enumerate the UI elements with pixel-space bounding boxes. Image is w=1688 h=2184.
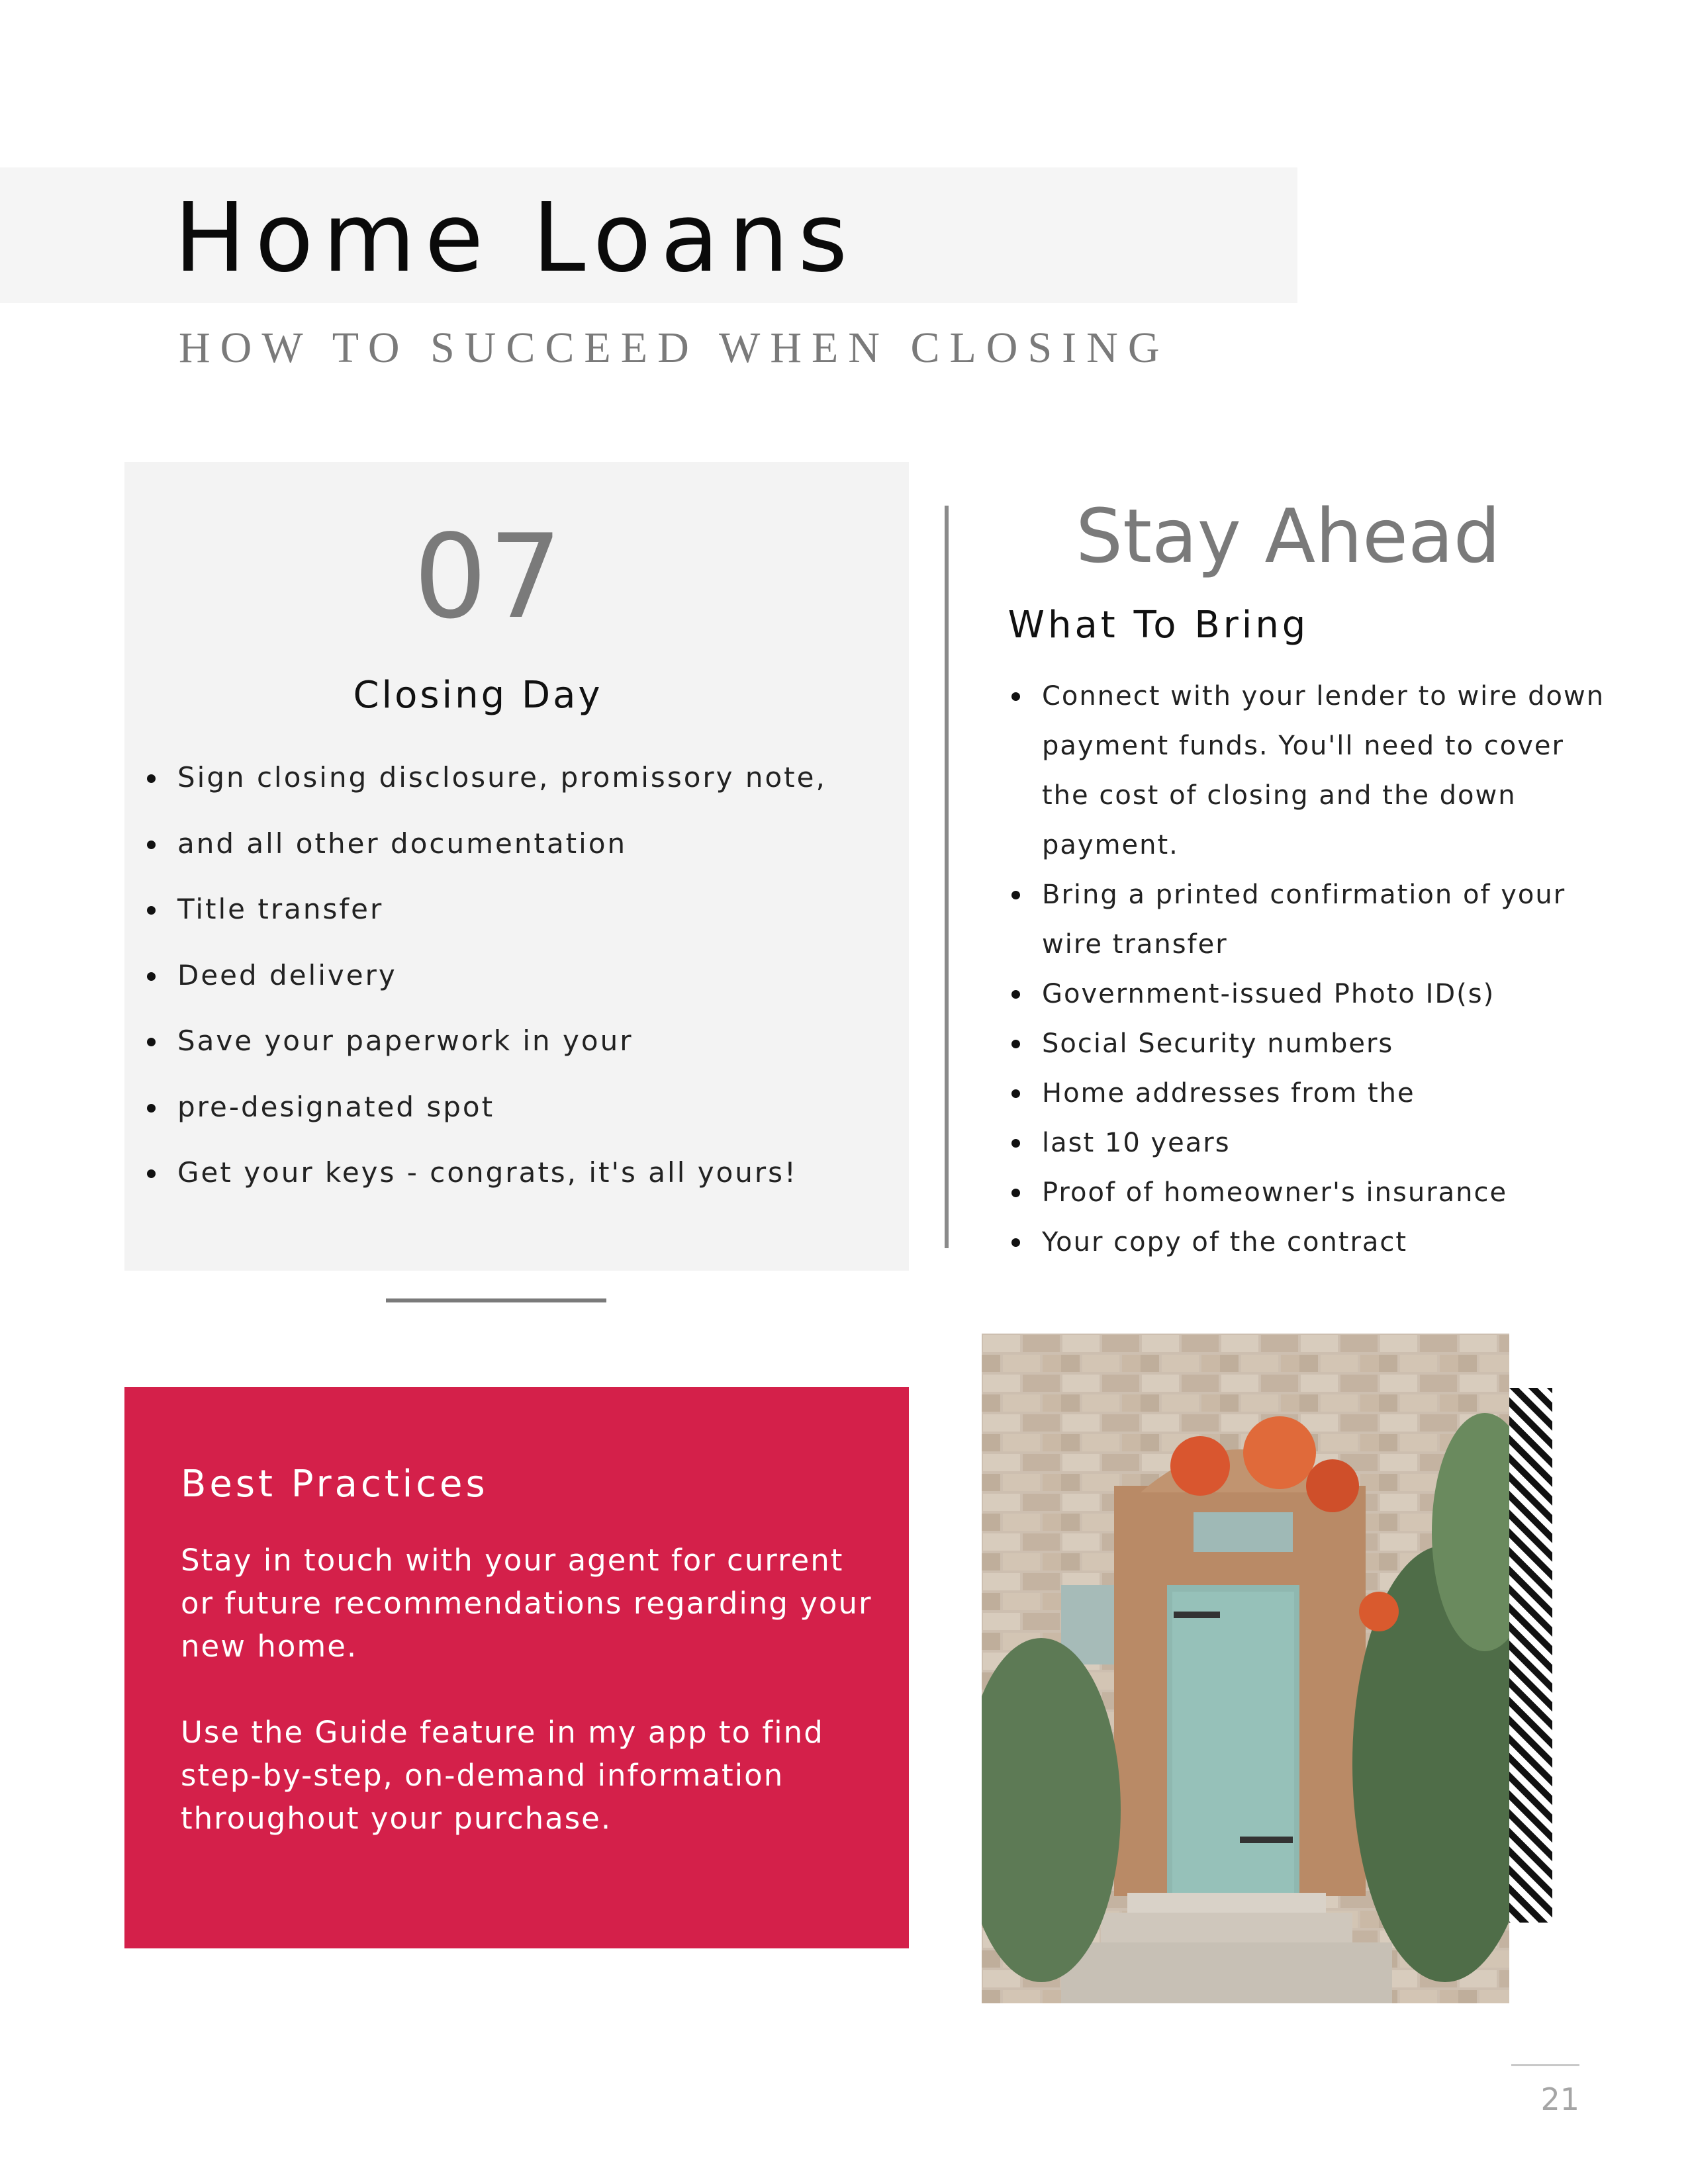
list-item: pre-designated spot <box>147 1087 827 1154</box>
decorative-stripes <box>1509 1388 1552 1923</box>
what-to-bring-heading: What To Bring <box>1008 604 1309 647</box>
list-item: Sign closing disclosure, promissory note, <box>147 758 827 824</box>
list-item: Government-issued Photo ID(s) <box>1011 970 1607 1019</box>
horizontal-divider <box>386 1298 606 1302</box>
list-item: last 10 years <box>1011 1118 1607 1168</box>
list-item: Title transfer <box>147 889 827 956</box>
list-item: Deed delivery <box>147 956 827 1022</box>
list-item: Connect with your lender to wire down payment funds. You'll need to cover the cost of closing and the down payment. <box>1011 672 1607 870</box>
closing-day-list <box>147 758 827 1219</box>
page-number-rule <box>1511 2064 1579 2066</box>
list-item: Save your paperwork in your <box>147 1021 827 1087</box>
best-practices-text <box>181 1539 882 1840</box>
best-practices-heading: Best Practices <box>181 1463 489 1506</box>
closing-day-heading: Closing Day <box>353 674 603 717</box>
list-item: Bring a printed confirmation of your wire transfer <box>1011 870 1607 970</box>
best-practices-paragraph: Use the Guide feature in my app to find step-by-step, on-demand information throughout your purchase. <box>181 1715 824 1836</box>
best-practices-paragraph: Stay in touch with your agent for current or future recommendations regarding your new home. <box>181 1543 872 1664</box>
step-number: 07 <box>413 510 564 645</box>
list-item: Social Security numbers <box>1011 1019 1607 1069</box>
house-door-photo <box>982 1334 1509 2003</box>
list-item: Get your keys - congrats, it's all yours! <box>147 1153 827 1219</box>
page-subtitle: HOW TO SUCCEED WHEN CLOSING <box>179 324 1170 372</box>
list-item: and all other documentation <box>147 824 827 890</box>
list-item: Your copy of the contract <box>1011 1218 1607 1267</box>
list-item: Proof of homeowner's insurance <box>1011 1168 1607 1218</box>
stay-ahead-heading: Stay Ahead <box>1076 494 1501 580</box>
page-title: Home Loans <box>174 182 857 293</box>
list-item: Home addresses from the <box>1011 1069 1607 1118</box>
what-to-bring-list <box>1011 672 1607 1267</box>
page-number: 21 <box>1540 2081 1579 2117</box>
